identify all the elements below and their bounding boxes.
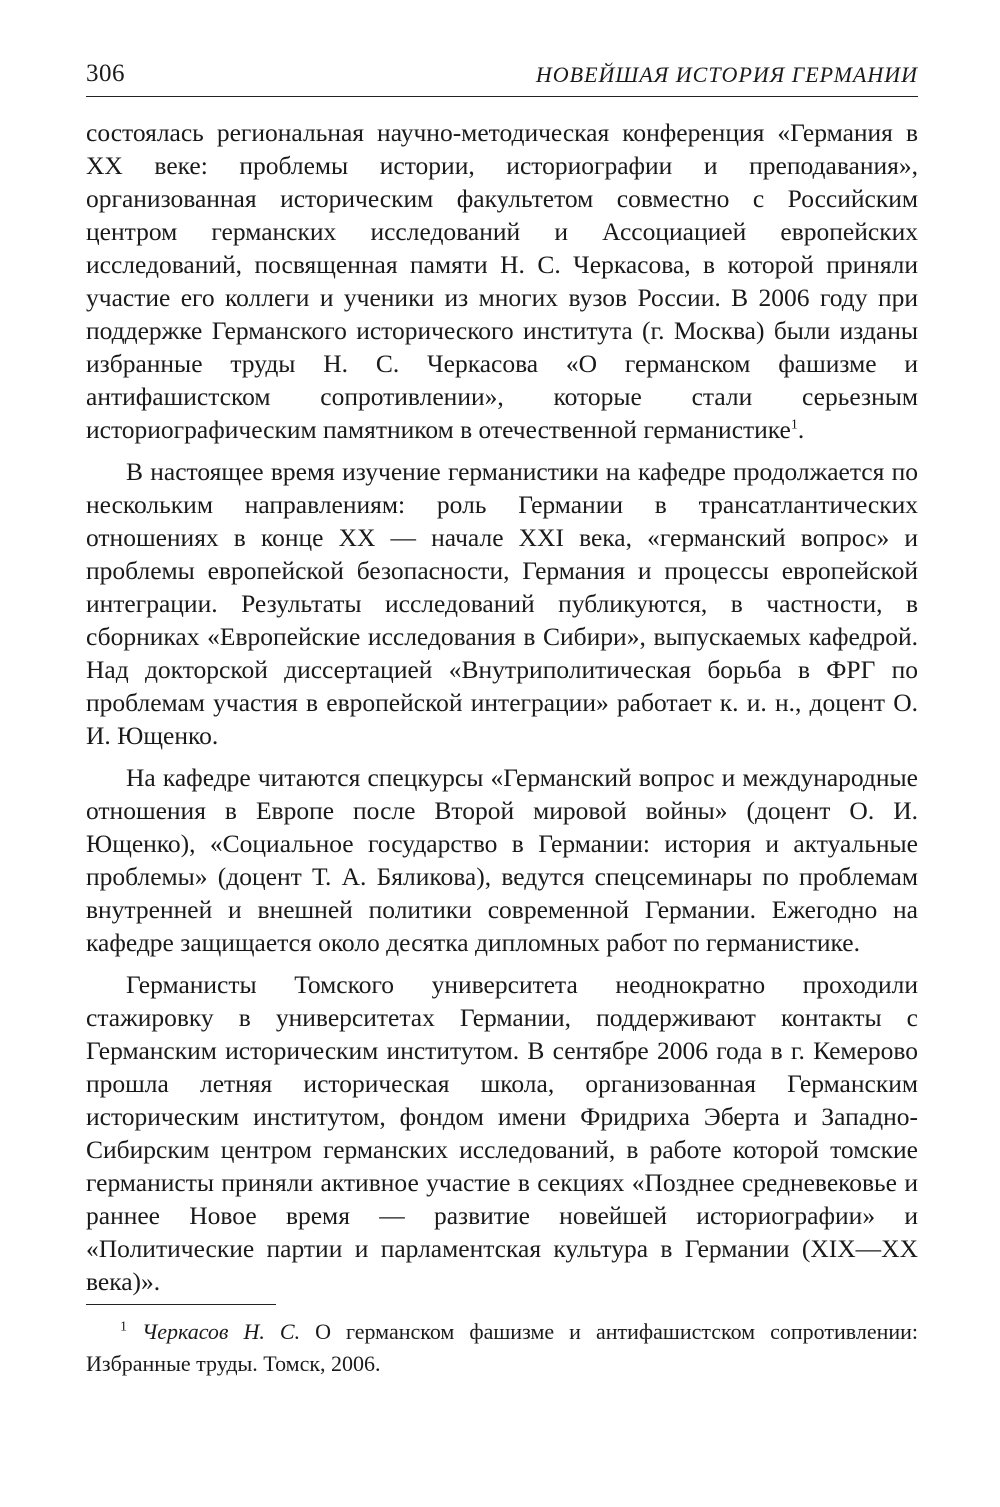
main-text — [86, 116, 918, 1307]
paragraph-1 — [86, 116, 918, 446]
paragraph-3: На кафедре читаются спецкурсы «Германский вопрос и международные отношения в Европе после Второй мировой войны» (доцент О. И. Ющенко), «Социальное государство в Германии: история и актуальные проблемы» (доцент Т. А. Бяликова), ведутся спецсеминары по проблемам внутренней и внешней политики современной Германии. Ежегодно на кафедре защищается около десятка дипломных работ по германистике. — [86, 763, 918, 957]
paragraph-2: В настоящее время изучение германистики на кафедре продолжается по нескольким направлениям: роль Германии в трансатлантических отношениях в конце XX — начале XXI века, «германский вопрос» и проблемы европейской безопасности, Германия и процессы европейской интеграции. Результаты исследований публикуются, в частности, в сборниках «Европейские исследования в Сибири», выпускаемых кафедрой. Над докторской диссертацией «Внутриполитическая борьба в ФРГ по проблемам участия в европейской интеграции» работает к. и. н., доцент О. И. Ющенко. — [86, 457, 918, 750]
footnote-author: Черкасов Н. С. — [142, 1319, 301, 1344]
page-header — [86, 58, 918, 97]
paragraph-4: Германисты Томского университета неоднократно проходили стажировку в университетах Германии, поддерживают контакты с Германским историческим институтом. В сентябре 2006 года в г. Кемерово прошла летняя историческая школа, организованная Германским историческим институтом, фондом имени Фридриха Эберта и Западно-Сибирским центром германских исследований, в работе которой томские германисты приняли активное участие в секциях «Позднее средневековье и раннее Новое время — развитие новейшей историографии» и «Политические партии и парламентская культура в Германии (XIX—XX века)». — [86, 970, 918, 1296]
footnote — [86, 1316, 918, 1380]
page-number: 306 — [86, 60, 125, 87]
footnote-reference[interactable]: 1 — [790, 417, 798, 433]
footnote-marker: 1 — [120, 1319, 127, 1335]
running-title: НОВЕЙШАЯ ИСТОРИЯ ГЕРМАНИИ — [535, 62, 918, 87]
paragraph-1-end: . — [797, 415, 805, 444]
paragraph-1-text: состоялась региональная научно-методическая конференция «Германия в XX веке: проблемы истории, историографии и преподавания», организованная историческим факультетом совместно с Российским центром германских исследований и Ассоциацией европейских исследований, посвященная памяти Н. С. Черкасова, в которой приняли участие его коллеги и ученики из многих вузов России. В 2006 году при поддержке Германского исторического института (г. Москва) были изданы избранные труды Н. С. Черкасова «О германском фашизме и антифашистском сопротивлении», которые стали серьезным историографическим памятником в отечественной германистике — [86, 118, 918, 444]
footnote-divider — [86, 1304, 276, 1305]
footnote-text: О германском фашизме и антифашистском сопротивлении: Избранные труды. Томск, 2006. — [86, 1319, 919, 1376]
